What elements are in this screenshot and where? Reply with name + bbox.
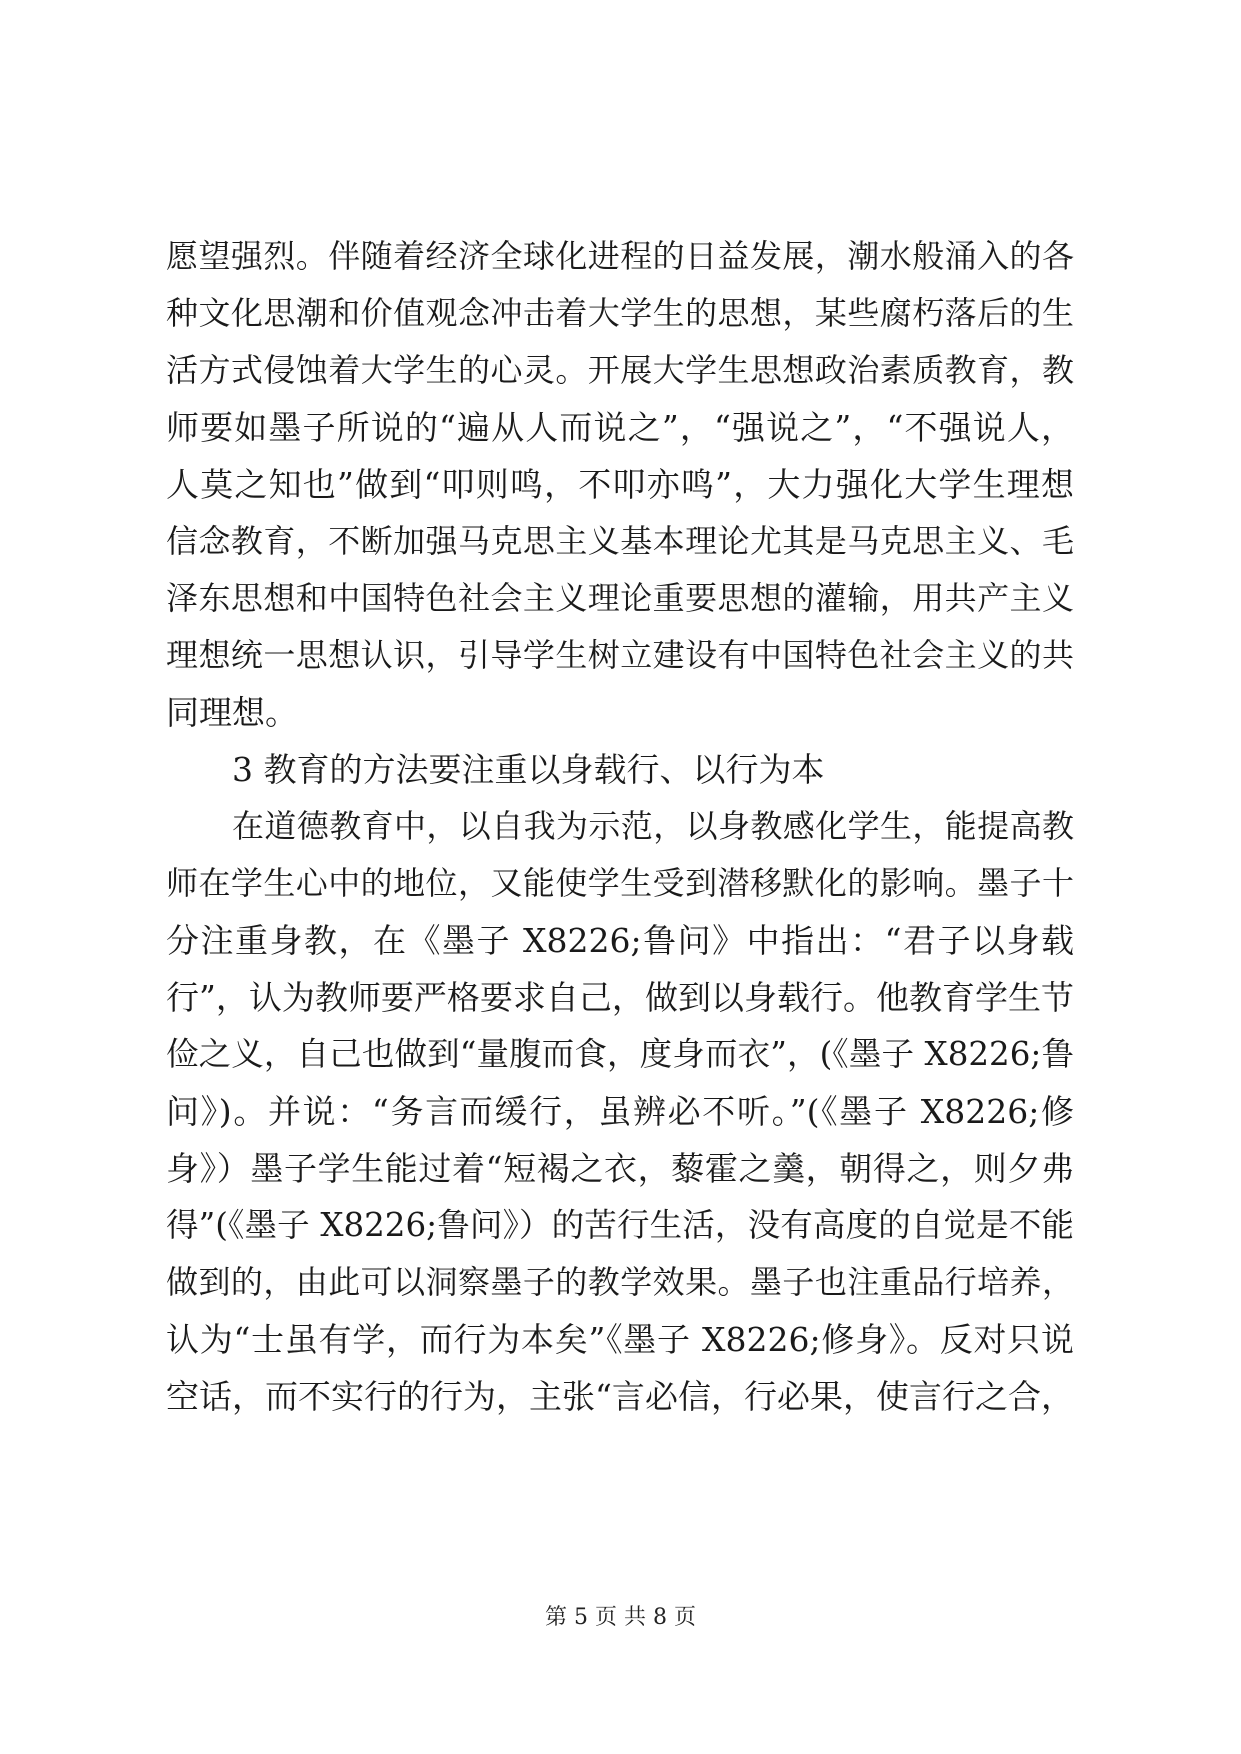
text-line: 信念教育，不断加强马克思主义基本理论尤其是马克思主义、毛: [166, 522, 1074, 560]
text-line: 在道德教育中，以自我为示范，以身教感化学生，能提高教: [232, 807, 1074, 845]
text-line: 师要如墨子所说的“遍从人而说之”，“强说之”，“不强说人，: [166, 408, 1074, 447]
text-line: 俭之义，自己也做到“量腹而食，度身而衣”，(《墨子 X8226;鲁: [166, 1035, 1074, 1073]
paragraph: [166, 798, 1074, 1425]
text-line: 做到的，由此可以洞察墨子的教学效果。墨子也注重品行培养，: [166, 1263, 1074, 1301]
text-line: 同理想。: [166, 693, 298, 732]
text-line: 种文化思潮和价值观念冲击着大学生的思想，某些腐朽落后的生: [166, 294, 1074, 332]
text-line: 活方式侵蚀着大学生的心灵。开展大学生思想政治素质教育，教: [166, 351, 1074, 389]
text-line: 行”，认为教师要严格要求自己，做到以身载行。他教育学生节: [166, 978, 1074, 1017]
text-line: 空话，而不实行的行为，主张“言必信，行必果，使言行之合，: [166, 1377, 1074, 1416]
text-line: 愿望强烈。伴随着经济全球化进程的日益发展，潮水般涌入的各: [166, 237, 1074, 275]
text-line: 师在学生心中的地位，又能使学生受到潜移默化的影响。墨子十: [166, 864, 1074, 902]
paragraph: [166, 228, 1074, 741]
text-line: 分注重身教，在《墨子 X8226;鲁问》中指出：“君子以身载: [166, 921, 1074, 960]
text-line: 人莫之知也”做到“叩则鸣，不叩亦鸣”，大力强化大学生理想: [166, 465, 1074, 504]
body-text: [166, 228, 1074, 1425]
text-line: 理想统一思想认识，引导学生树立建设有中国特色社会主义的共: [166, 636, 1074, 674]
section-heading: 3 教育的方法要注重以身载行、以行为本: [232, 750, 825, 789]
text-line: 认为“士虽有学，而行为本矣”《墨子 X8226;修身》。反对只说: [166, 1320, 1074, 1359]
text-line: 问》)。并说：“务言而缓行，虽辨必不听。”(《墨子 X8226;修: [166, 1092, 1074, 1131]
text-line: 泽东思想和中国特色社会主义理论重要思想的灌输，用共产主义: [166, 579, 1074, 617]
page-number-footer: 第 5 页 共 8 页: [545, 1605, 696, 1630]
text-line: 得”(《墨子 X8226;鲁问》）的苦行生活，没有高度的自觉是不能: [166, 1206, 1074, 1244]
text-line: 身》）墨子学生能过着“短褐之衣，藜霍之羹，朝得之，则夕弗: [166, 1149, 1074, 1188]
